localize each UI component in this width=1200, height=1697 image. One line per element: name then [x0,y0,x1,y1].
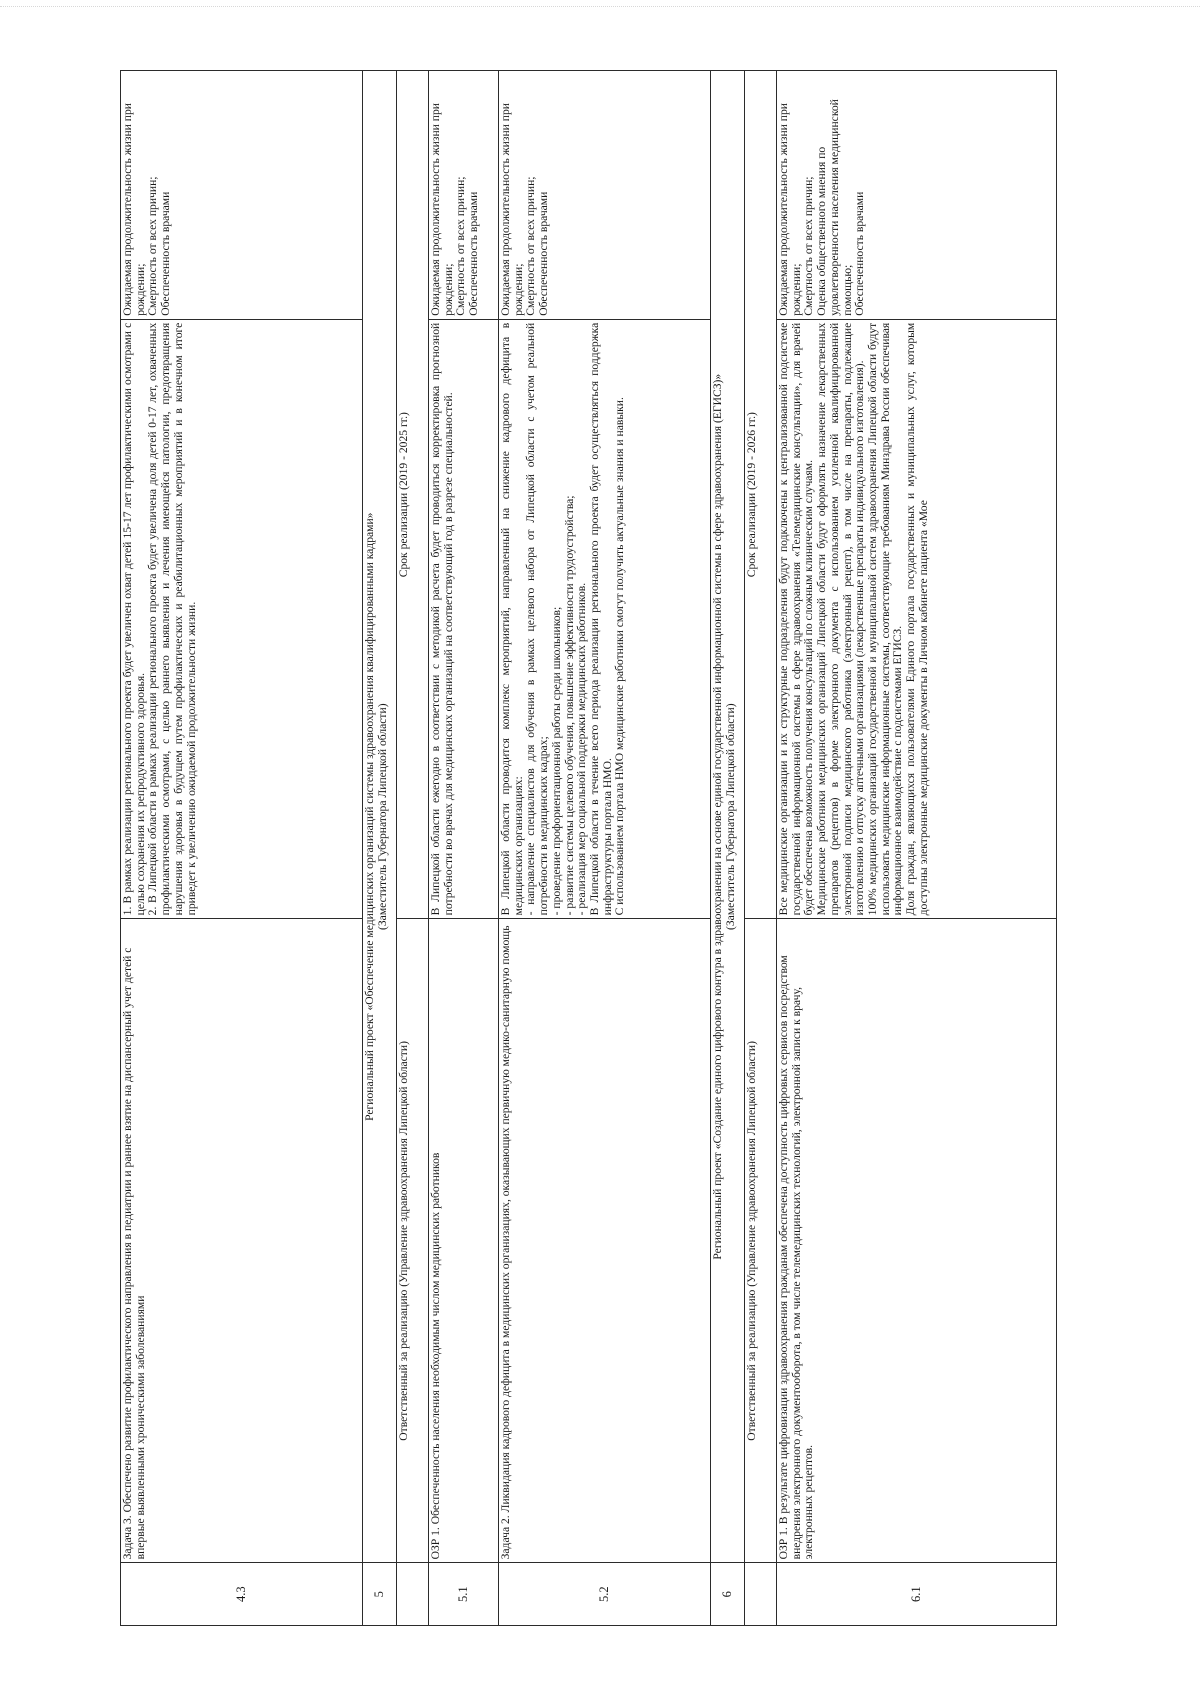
row-number: 4.3 [121,1563,363,1626]
term-cell: Срок реализации (2019 - 2026 гг.) [745,71,777,919]
indicators-cell: Ожидаемая продолжительность жизни при рождении; Смертность от всех причин; Обеспеченность врачами [121,71,363,320]
description-cell: В Липецкой области проводится комплекс мероприятий, направленный на снижение кадрового дефицита в медицинских организациях: - направление специалистов для обучения в рамках целевого набора от Липецкой области с учетом реальной потребности в медицинских кадрах; - проведение профориентационной работы среди школьников; - развитие системы целевого обучения, повышение эффективности трудоустройства; - реализация мер социальной поддержки медицинских работников. В Липецкой области в течение всего периода реализации регионального проекта будет осуществляться поддержка инфраструктуры портала НМО. С использованием портала НМО медицинские работники смогут получить актуальные знания и навыки. [499,319,711,919]
regional-projects-table [120,70,1057,1626]
task-cell: Задача 2. Ликвидация кадрового дефицита в медицинских организациях, оказывающих первичную медико-санитарную помощь [499,919,711,1563]
empty-cell [397,1563,429,1626]
table-row [711,71,745,1626]
table-row [777,71,1057,1626]
row-number: 5.2 [499,1563,711,1626]
table-row [397,71,429,1626]
table-row [363,71,397,1626]
description-cell: В Липецкой области ежегодно в соответствии с методикой расчета будет проводиться корректировка прогнозной потребности во врачах для медицинских организаций на соответствующий год в разрезе специальностей. [429,319,499,919]
task-cell: Задача 3. Обеспечено развитие профилактического направления в педиатрии и раннее взятие на диспансерный учет детей с впервые выявленными хроническими заболеваниями [121,919,363,1563]
row-number: 5 [363,1563,397,1626]
table-row [121,71,363,1626]
task-cell: ОЗР 1. Обеспеченность населения необходимым числом медицинских работников [429,919,499,1563]
indicators-cell: Ожидаемая продолжительность жизни при рождении; Смертность от всех причин; Обеспеченность врачами [499,71,711,320]
table-row [429,71,499,1626]
row-number: 6 [711,1563,745,1626]
table-row [499,71,711,1626]
project-title: Региональный проект «Создание единого цифрового контура в здравоохранении на основе единой государственной информационной системы в сфере здравоохранения (ЕГИСЗ)» (Заместитель Губернатора Липецкой области) [711,71,745,1563]
empty-cell [745,1563,777,1626]
rotated-document-page [120,70,1064,1626]
project-title: Региональный проект «Обеспечение медицинских организаций системы здравоохранения квалифицированными кадрами» (Заместитель Губернатора Липецкой области) [363,71,397,1563]
indicators-cell: Ожидаемая продолжительность жизни при рождении; Смертность от всех причин; Обеспеченность врачами [429,71,499,320]
term-cell: Срок реализации (2019 - 2025 гг.) [397,71,429,919]
row-number: 5.1 [429,1563,499,1626]
responsible-cell: Ответственный за реализацию (Управление здравоохранения Липецкой области) [397,919,429,1563]
description-cell: 1. В рамках реализации регионального проекта будет увеличен охват детей 15-17 лет профилактическими осмотрами с целью сохранения их репродуктивного здоровья. 2. В Липецкой области в рамках реализации регионального проекта будет увеличена доля детей 0-17 лет, охваченных профилактическими осмотрами, с целью раннего выявления и лечения имеющейся патологии, предотвращения нарушения здоровья в будущем путем профилактических и реабилитационных мероприятий и в конечном итоге приведет к увеличению ожидаемой продолжительности жизни. [121,319,363,919]
task-cell: ОЗР 1. В результате цифровизации здравоохранения гражданам обеспечена доступность цифровых сервисов посредством внедрения электронного документооборота, в том числе телемедицинских технологий, электронной записи к врачу, электронных рецептов. [777,919,1057,1563]
description-cell: Все медицинские организации и их структурные подразделения будут подключены к централизованной подсистеме государственной информационной системы в сфере здравоохранения «Телемедицинские консультации», для врачей будет обеспечена возможность получения консультаций по сложным клиническим случаям. Медицинские работники медицинских организаций Липецкой области будут оформлять назначение лекарственных препаратов (рецептов) в форме электронного документа с использованием усиленной квалифицированной электронной подписи медицинского работника (электронный рецепт), в том числе на препараты, подлежащие изготовлению и отпуску аптечными организациями (лекарственные препараты индивидуального изготовления). 100% медицинских организаций государственной и муниципальной систем здравоохранения Липецкой области будут использовать медицинские информационные системы, соответствующие требованиям Минздрава России обеспечивая информационное взаимодействие с подсистемами ЕГИСЗ. Доля граждан, являющихся пользователями Единого портала государственных и муниципальных услуг, которым доступны электронные медицинские документы в Личном кабинете пациента «Мое [777,319,1057,919]
indicators-cell: Ожидаемая продолжительность жизни при рождении; Смертность от всех причин; Оценка общественного мнения по удовлетворенности населения медицинской помощью; Обеспеченность врачами [777,71,1057,320]
table-row [745,71,777,1626]
row-number: 6.1 [777,1563,1057,1626]
scan-edge-line [0,6,1200,7]
responsible-cell: Ответственный за реализацию (Управление здравоохранения Липецкой области) [745,919,777,1563]
